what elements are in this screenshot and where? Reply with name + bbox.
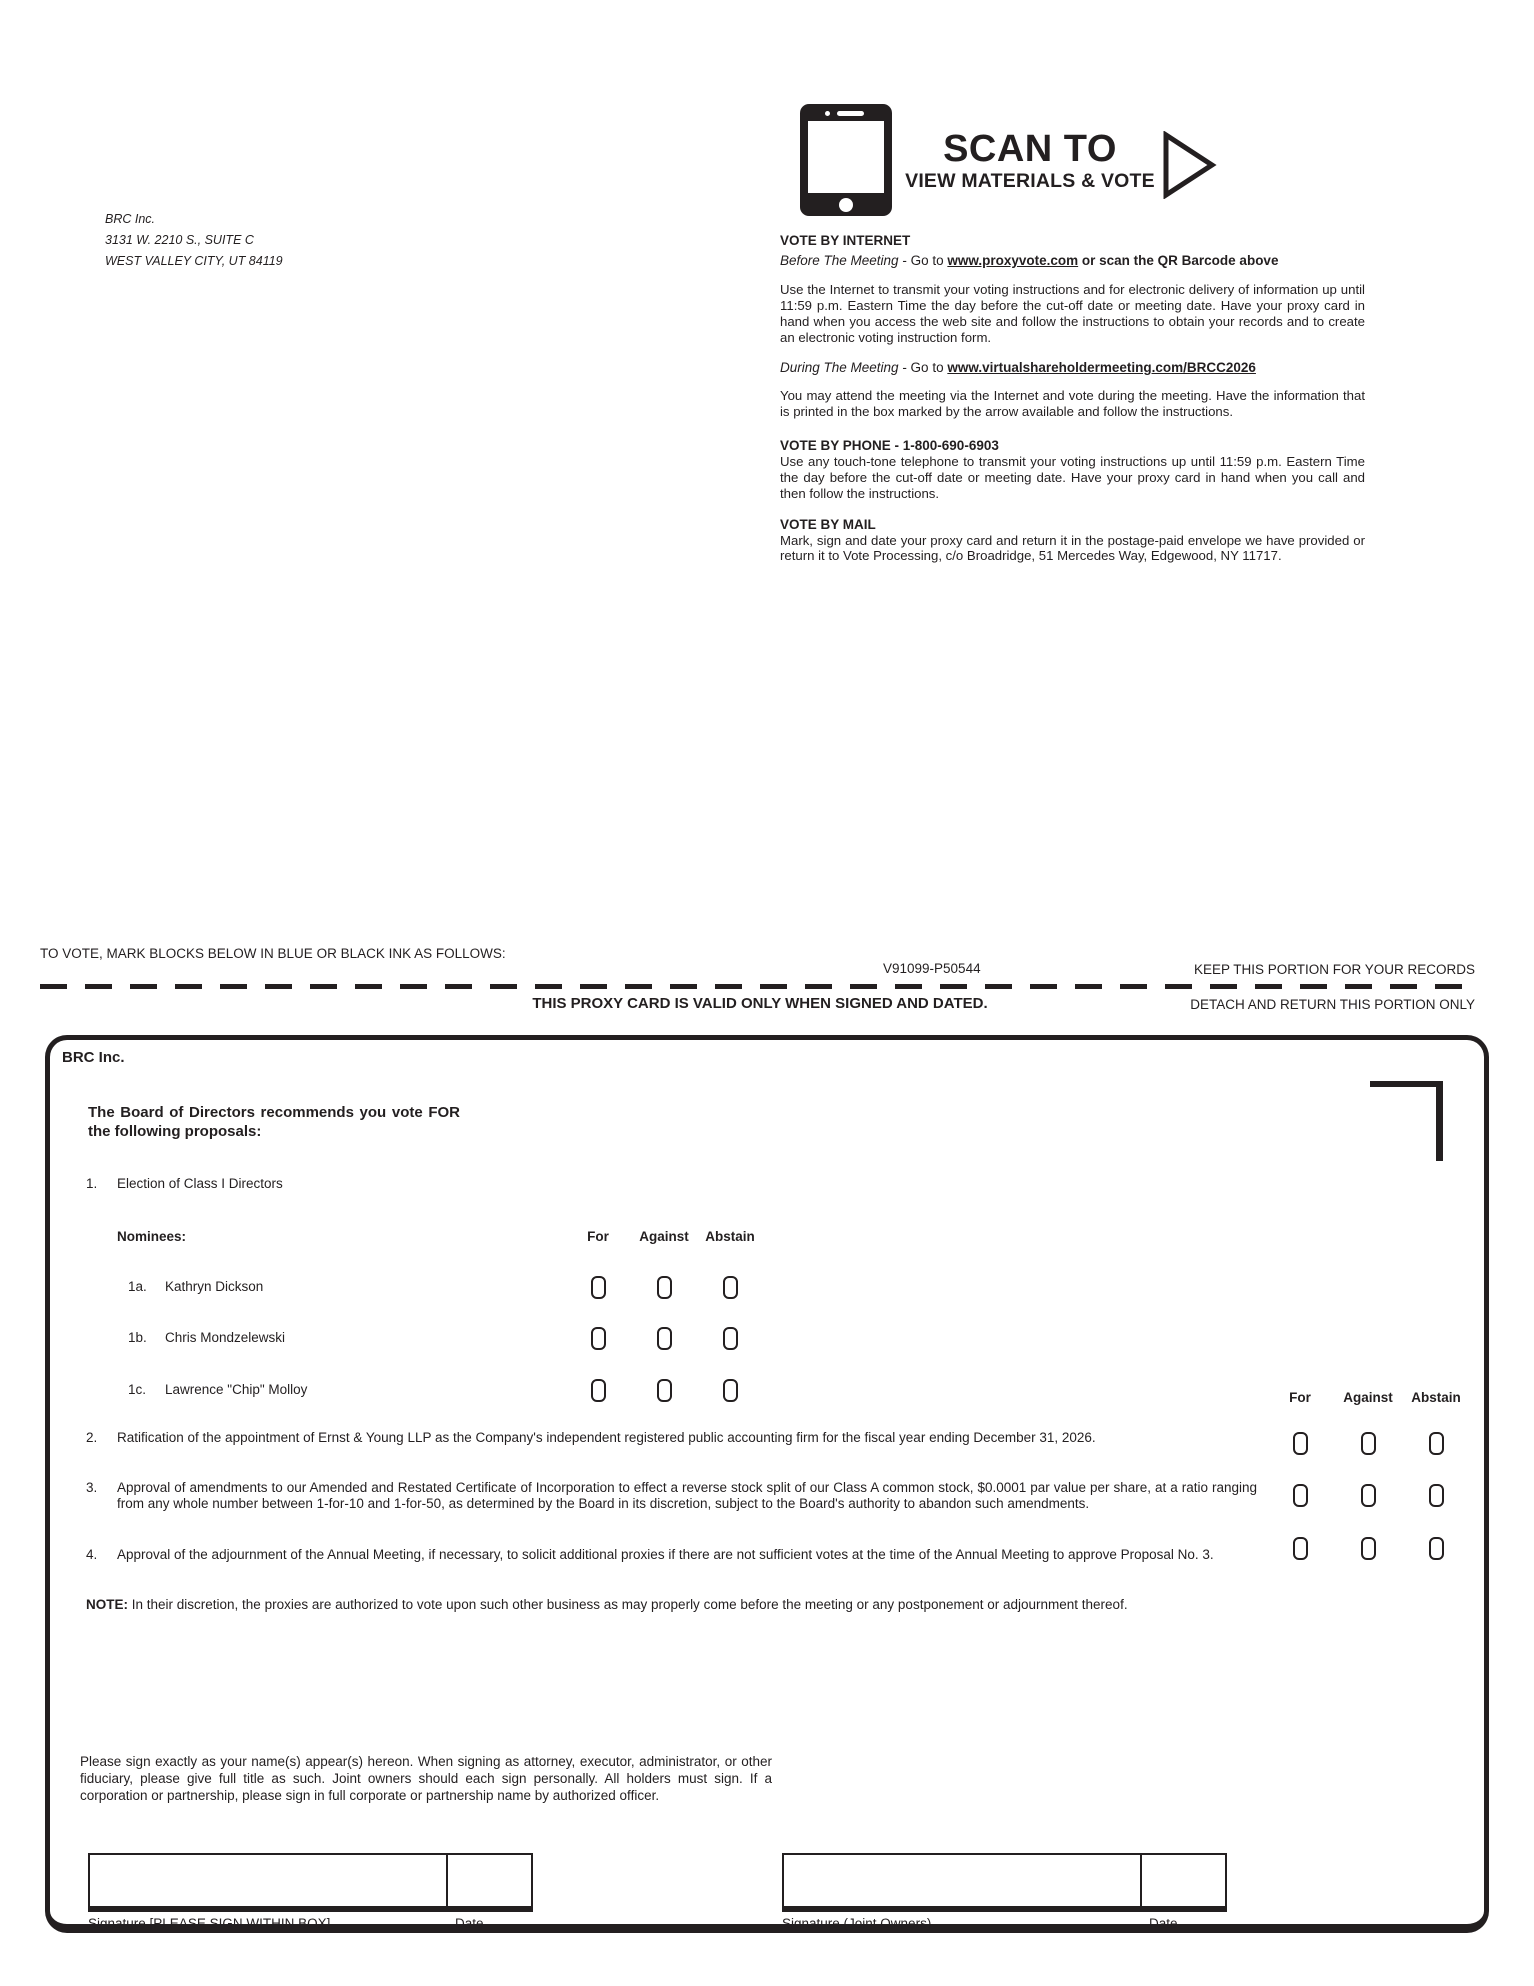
checkbox-1b-abstain[interactable]: [723, 1327, 738, 1350]
checkbox-4-abstain[interactable]: [1429, 1537, 1444, 1560]
checkbox-1c-abstain[interactable]: [723, 1379, 738, 1402]
detach-return-note: DETACH AND RETURN THIS PORTION ONLY: [1190, 997, 1475, 1012]
checkbox-2-against[interactable]: [1361, 1432, 1376, 1455]
smartphone-icon: [800, 104, 892, 216]
proxyvote-link[interactable]: www.proxyvote.com: [947, 253, 1079, 268]
signature-box-primary[interactable]: [88, 1853, 448, 1908]
sender-address: [105, 209, 283, 272]
nominee-1b-votes: [565, 1327, 763, 1350]
phone-screen: [808, 121, 884, 193]
date-joint-label: Date: [1149, 1916, 1178, 1931]
board-recommendation: The Board of Directors recommends you vote FOR the following proposals:: [88, 1104, 460, 1140]
vote-columns-header-1: [565, 1229, 763, 1244]
checkbox-2-for[interactable]: [1293, 1432, 1308, 1455]
nominee-1c-number: 1c.: [128, 1382, 147, 1397]
phone-camera-dot: [825, 111, 830, 116]
vote-by-mail-heading: VOTE BY MAIL: [780, 516, 876, 532]
internet-before-body: Use the Internet to transmit your voting instructions and for electronic delivery of information up until 11:59 p.m. Eastern Time the day before the cut-off date or meeting date. Have your proxy card in hand when you access the web site and follow the instructions to obtain your records and to create an electronic voting instruction form.: [780, 282, 1365, 345]
before-meeting-label: Before The Meeting: [780, 253, 899, 268]
proposal-4-number: 4.: [86, 1547, 98, 1562]
phone-speaker-bar: [837, 111, 864, 116]
control-number: V91099-P50544: [883, 961, 981, 976]
valid-when-signed-note: THIS PROXY CARD IS VALID ONLY WHEN SIGNED AND DATED.: [532, 995, 988, 1012]
proposal-2-number: 2.: [86, 1430, 98, 1445]
keep-portion-note: KEEP THIS PORTION FOR YOUR RECORDS: [1193, 962, 1475, 977]
date-primary-label: Date: [455, 1916, 484, 1931]
checkbox-3-abstain[interactable]: [1429, 1484, 1444, 1507]
checkbox-1c-against[interactable]: [657, 1379, 672, 1402]
nominee-1c-name: Lawrence "Chip" Molloy: [165, 1382, 308, 1397]
before-meeting-suffix: or scan the QR Barcode above: [1078, 253, 1279, 268]
proposal-3-text: Approval of amendments to our Amended and Restated Certificate of Incorporation to effect a reverse stock split of our Class A common stock, $0.0001 par value per share, at a ratio ranging from any whole number between 1-for-10 and 1-for-50, as determined by the Board in its discretion, subject to the Board's authority to abandon such amendments.: [117, 1480, 1257, 1512]
arrow-right-icon: [1162, 131, 1218, 199]
sender-name: BRC Inc.: [105, 212, 156, 226]
proposal-3-number: 3.: [86, 1480, 98, 1495]
proposal-4-votes: [1266, 1537, 1470, 1560]
note-paragraph: [86, 1597, 1262, 1613]
mark-instruction: TO VOTE, MARK BLOCKS BELOW IN BLUE OR BLACK INK AS FOLLOWS:: [40, 946, 506, 961]
proposal-1-text: Election of Class I Directors: [117, 1176, 283, 1191]
checkbox-1a-against[interactable]: [657, 1276, 672, 1299]
scan-banner-title: SCAN TO: [943, 128, 1117, 170]
checkbox-1b-for[interactable]: [591, 1327, 606, 1350]
column-abstain: Abstain: [1411, 1390, 1461, 1405]
perforation-dashed-line: [40, 984, 1476, 989]
proposal-2-votes: [1266, 1432, 1470, 1455]
column-against: Against: [1343, 1390, 1393, 1405]
scan-banner-subtitle: VIEW MATERIALS & VOTE: [905, 170, 1155, 192]
card-company-name: BRC Inc.: [62, 1049, 125, 1066]
checkbox-1a-abstain[interactable]: [723, 1276, 738, 1299]
phone-home-button: [839, 198, 853, 212]
column-for: For: [587, 1229, 609, 1244]
checkbox-3-against[interactable]: [1361, 1484, 1376, 1507]
signature-underline-joint: [782, 1908, 1227, 1912]
column-abstain: Abstain: [705, 1229, 755, 1244]
internet-during-body: You may attend the meeting via the Internet and vote during the meeting. Have the information that is printed in the box marked by the arrow available and follow the instructions.: [780, 388, 1365, 419]
during-meeting-line: [780, 360, 1365, 376]
proxy-card-box: [45, 1035, 1489, 1933]
checkbox-2-abstain[interactable]: [1429, 1432, 1444, 1455]
nominee-1c-votes: [565, 1379, 763, 1402]
nominee-1b-number: 1b.: [128, 1330, 147, 1345]
vote-columns-header-2: [1266, 1390, 1470, 1405]
date-box-primary[interactable]: [446, 1853, 533, 1908]
voting-instructions: [780, 233, 1365, 564]
nominee-1b-name: Chris Mondzelewski: [165, 1330, 286, 1345]
goto-text: - Go to: [898, 253, 948, 268]
signature-primary-label: Signature [PLEASE SIGN WITHIN BOX]: [88, 1916, 331, 1931]
vote-by-phone-body: Use any touch-tone telephone to transmit your voting instructions up until 11:59 p.m. Eastern Time the day before the cut-off date or meeting date. Have your proxy card in hand when you call and then follow the instructions.: [780, 453, 1365, 501]
checkbox-4-against[interactable]: [1361, 1537, 1376, 1560]
vote-by-mail-body: Mark, sign and date your proxy card and return it in the postage-paid envelope we have provided or return it to Vote Processing, c/o Broadridge, 51 Mercedes Way, Edgewood, NY 11717.: [780, 532, 1365, 564]
sender-address-line2: WEST VALLEY CITY, UT 84119: [105, 254, 283, 268]
column-against: Against: [639, 1229, 689, 1244]
signature-instructions: Please sign exactly as your name(s) appear(s) hereon. When signing as attorney, executor, administrator, or other fiduciary, please give full title as such. Joint owners should each sign personally. All holders must sign. If a corporation or partnership, please sign in full corporate or partnership name by authorized officer.: [80, 1754, 772, 1803]
column-for: For: [1289, 1390, 1311, 1405]
nominees-label: Nominees:: [117, 1229, 187, 1244]
checkbox-1c-for[interactable]: [591, 1379, 606, 1402]
proposal-3-votes: [1266, 1484, 1470, 1507]
proposal-4-text: Approval of the adjournment of the Annual Meeting, if necessary, to solicit additional proxies if there are not sufficient votes at the time of the Annual Meeting to approve Proposal No. 3.: [117, 1547, 1214, 1562]
nominee-1a-name: Kathryn Dickson: [165, 1279, 264, 1294]
scan-banner: [880, 130, 1180, 193]
virtual-meeting-link[interactable]: www.virtualshareholdermeeting.com/BRCC2026: [947, 359, 1256, 375]
note-label: NOTE:: [86, 1597, 128, 1612]
during-meeting-label: During The Meeting: [780, 359, 899, 375]
corner-mark-bracket: [1370, 1081, 1443, 1161]
nominee-1a-number: 1a.: [128, 1279, 147, 1294]
signature-joint-label: Signature (Joint Owners): [782, 1916, 932, 1931]
proposal-1-number: 1.: [86, 1176, 98, 1191]
vote-by-internet-heading: VOTE BY INTERNET: [780, 233, 911, 248]
sender-address-line1: 3131 W. 2210 S., SUITE C: [105, 233, 254, 247]
checkbox-3-for[interactable]: [1293, 1484, 1308, 1507]
checkbox-1b-against[interactable]: [657, 1327, 672, 1350]
vote-by-phone-heading: VOTE BY PHONE - 1-800-690-6903: [780, 437, 999, 453]
checkbox-4-for[interactable]: [1293, 1537, 1308, 1560]
proposal-2-text: Ratification of the appointment of Ernst & Young LLP as the Company's independent registered public accounting firm for the fiscal year ending December 31, 2026.: [117, 1430, 1096, 1445]
signature-box-joint[interactable]: [782, 1853, 1142, 1908]
before-meeting-line: [780, 253, 1365, 269]
checkbox-1a-for[interactable]: [591, 1276, 606, 1299]
signature-underline-primary: [88, 1908, 533, 1912]
nominee-1a-votes: [565, 1276, 763, 1299]
note-text: In their discretion, the proxies are authorized to vote upon such other business as may properly come before the meeting or any postponement or adjournment thereof.: [128, 1597, 1128, 1612]
date-box-joint[interactable]: [1140, 1853, 1227, 1908]
goto-text: - Go to: [898, 359, 948, 375]
